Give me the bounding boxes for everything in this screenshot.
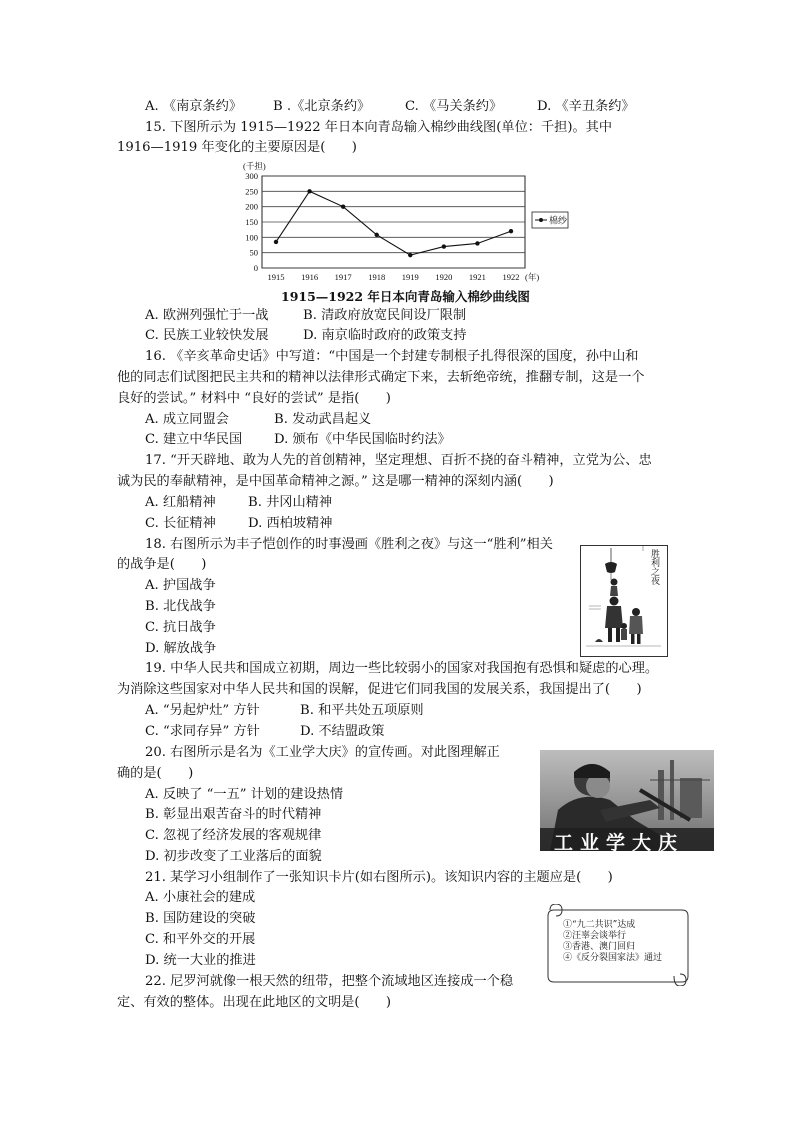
q20-stem-line1: 20. 右图所示是名为《工业学大庆》的宣传画。对此图理解正 — [145, 745, 500, 760]
legend-label: 棉纱 — [549, 215, 568, 226]
q16-stem-line3: 良好的尝试。” 材料中 “良好的尝试” 是指( ) — [117, 391, 391, 406]
knowledge-card-scroll — [546, 904, 690, 986]
card-item-3: ③香港、澳门回归 — [563, 942, 636, 952]
q21-stem-line1: 21. 某学习小组制作了一张知识卡片(如右图所示)。该知识内容的主题应是( ) — [145, 870, 613, 885]
data-point — [341, 204, 345, 208]
x-tick-label: 1915 — [267, 272, 285, 282]
q19-option-d: D. 不结盟政策 — [300, 724, 385, 739]
q18-stem-line2: 的战争是( ) — [117, 557, 207, 572]
x-tick-label: 1920 — [435, 272, 453, 282]
data-point — [375, 233, 379, 237]
data-point — [408, 253, 412, 257]
knowledge-card-list — [563, 920, 662, 964]
q20-option-c: C. 忽视了经济发展的客观规律 — [145, 828, 322, 843]
q21-option-d: D. 统一大业的推进 — [145, 953, 256, 968]
y-tick-label: 0 — [253, 263, 258, 273]
y-tick-label: 250 — [245, 186, 258, 197]
data-point — [307, 189, 311, 193]
y-tick-label: 150 — [245, 217, 258, 227]
x-tick-label: 1921 — [468, 272, 486, 282]
q15-stem-line2: 1916—1919 年变化的主要原因是( ) — [117, 140, 357, 155]
q19-stem-line1: 19. 中华人民共和国成立初期，周边一些比较弱小的国家对我国抱有恐惧和疑虑的心理。 — [145, 661, 659, 676]
q15-option-d: D. 南京临时政府的政策支持 — [303, 328, 467, 343]
q20-option-b: B. 彰显出艰苦奋斗的时代精神 — [145, 807, 322, 822]
y-tick-label: 300 — [245, 171, 258, 181]
data-point — [475, 241, 479, 245]
legend-marker — [539, 218, 543, 222]
card-item-4: ④《反分裂国家法》通过 — [563, 953, 663, 963]
q17-stem-line2: 诚为民的奉献精神，是中国革命精神之源。” 这是哪一精神的深刻内涵( ) — [117, 474, 554, 489]
cartoon-title-text: 胜利之夜 — [649, 549, 659, 585]
q20-option-d: D. 初步改变了工业落后的面貌 — [145, 849, 322, 864]
q16-option-a: A. 成立同盟会 — [145, 412, 229, 427]
q14-option-c: C. 《马关条约》 — [405, 99, 503, 114]
q17-option-d: D. 西柏坡精神 — [248, 516, 333, 531]
x-tick-label: 1917 — [334, 272, 352, 282]
y-tick-label: 200 — [245, 201, 258, 212]
q14-option-b: B .《北京条约》 — [273, 99, 371, 114]
q20-stem-line2: 确的是( ) — [117, 766, 194, 781]
q15-stem-line1: 15. 下图所示为 1915—1922 年日本向青岛输入棉纱曲线图(单位：千担)。其中 — [145, 120, 613, 135]
y-tick-label: 50 — [249, 247, 258, 258]
q15-option-c: C. 民族工业较快发展 — [145, 328, 269, 343]
q19-stem-line2: 为消除这些国家对中华人民共和国的误解，促进它们同我国的发展关系，我国提出了( ) — [117, 682, 642, 697]
q14-option-d: D. 《辛丑条约》 — [537, 99, 635, 114]
q17-option-a: A. 红船精神 — [145, 495, 216, 510]
card-item-1: ①“九二共识”达成 — [563, 920, 636, 930]
q16-option-c: C. 建立中华民国 — [145, 432, 243, 447]
poster-title-text: 工业学大庆 — [554, 832, 685, 851]
card-item-2: ②汪辜会谈举行 — [563, 931, 627, 941]
q22-stem-line2: 定、有效的整体。出现在此地区的文明是( ) — [117, 995, 392, 1010]
chart-title: 1915—1922 年日本向青岛输入棉纱曲线图 — [281, 289, 530, 304]
x-tick-label: 1916 — [301, 272, 319, 282]
industry-daqing-poster — [540, 750, 714, 851]
q17-stem-line1: 17. “开天辟地、敢为人先的首创精神，坚定理想、百折不挠的奋斗精神，立党为公、忠 — [145, 453, 652, 468]
data-point — [442, 244, 446, 248]
q18-option-d: D. 解放战争 — [145, 641, 217, 656]
x-axis-label: (年) — [525, 272, 540, 282]
q16-stem-line2: 他的同志们试图把民主共和的精神以法律形式确定下来，去斩绝帝统，推翻专制，这是一个 — [117, 370, 645, 385]
data-point — [274, 240, 278, 244]
q19-option-b: B. 和平共处五项原则 — [300, 703, 424, 718]
q21-option-c: C. 和平外交的开展 — [145, 932, 256, 947]
q14-option-a: A. 《南京条约》 — [145, 99, 243, 114]
q17-option-b: B. 井冈山精神 — [248, 495, 333, 510]
y-axis-label: (千担) — [243, 161, 266, 171]
q18-option-a: A. 护国战争 — [145, 578, 216, 593]
q19-option-a: A. “另起炉灶” 方针 — [145, 703, 260, 718]
x-tick-label: 1922 — [502, 272, 520, 282]
q18-option-b: B. 北伐战争 — [145, 599, 216, 614]
q15-option-b: B. 清政府放宽民间设厂限制 — [303, 308, 467, 323]
q21-option-a: A. 小康社会的建成 — [145, 890, 256, 905]
series-line-cotton-yarn — [276, 191, 511, 255]
q16-stem-line1: 16. 《辛亥革命史话》中写道：“中国是一个封建专制根子扎得很深的国度，孙中山和 — [145, 349, 639, 364]
victory-night-cartoon — [580, 545, 668, 657]
data-point — [509, 229, 513, 233]
q21-option-b: B. 国防建设的突破 — [145, 911, 256, 926]
q16-option-d: D. 颁布《中华民国临时约法》 — [274, 432, 451, 447]
q18-stem-line1: 18. 右图所示为丰子恺创作的时事漫画《胜利之夜》与这一“胜利”相关 — [145, 537, 553, 552]
q22-stem-line1: 22. 尼罗河就像一根天然的纽带，把整个流域地区连接成一个稳 — [145, 974, 514, 989]
q16-option-b: B. 发动武昌起义 — [274, 412, 372, 427]
q15-option-a: A. 欧洲列强忙于一战 — [145, 308, 269, 323]
q17-option-c: C. 长征精神 — [145, 516, 216, 531]
y-tick-label: 100 — [245, 232, 258, 243]
cotton-yarn-line-chart — [225, 158, 570, 308]
x-tick-label: 1919 — [401, 272, 419, 282]
q20-option-a: A. 反映了 “一五” 计划的建设热情 — [145, 787, 344, 802]
x-tick-label: 1918 — [368, 272, 386, 282]
q19-option-c: C. “求同存异” 方针 — [145, 724, 260, 739]
q18-option-c: C. 抗日战争 — [145, 620, 216, 635]
